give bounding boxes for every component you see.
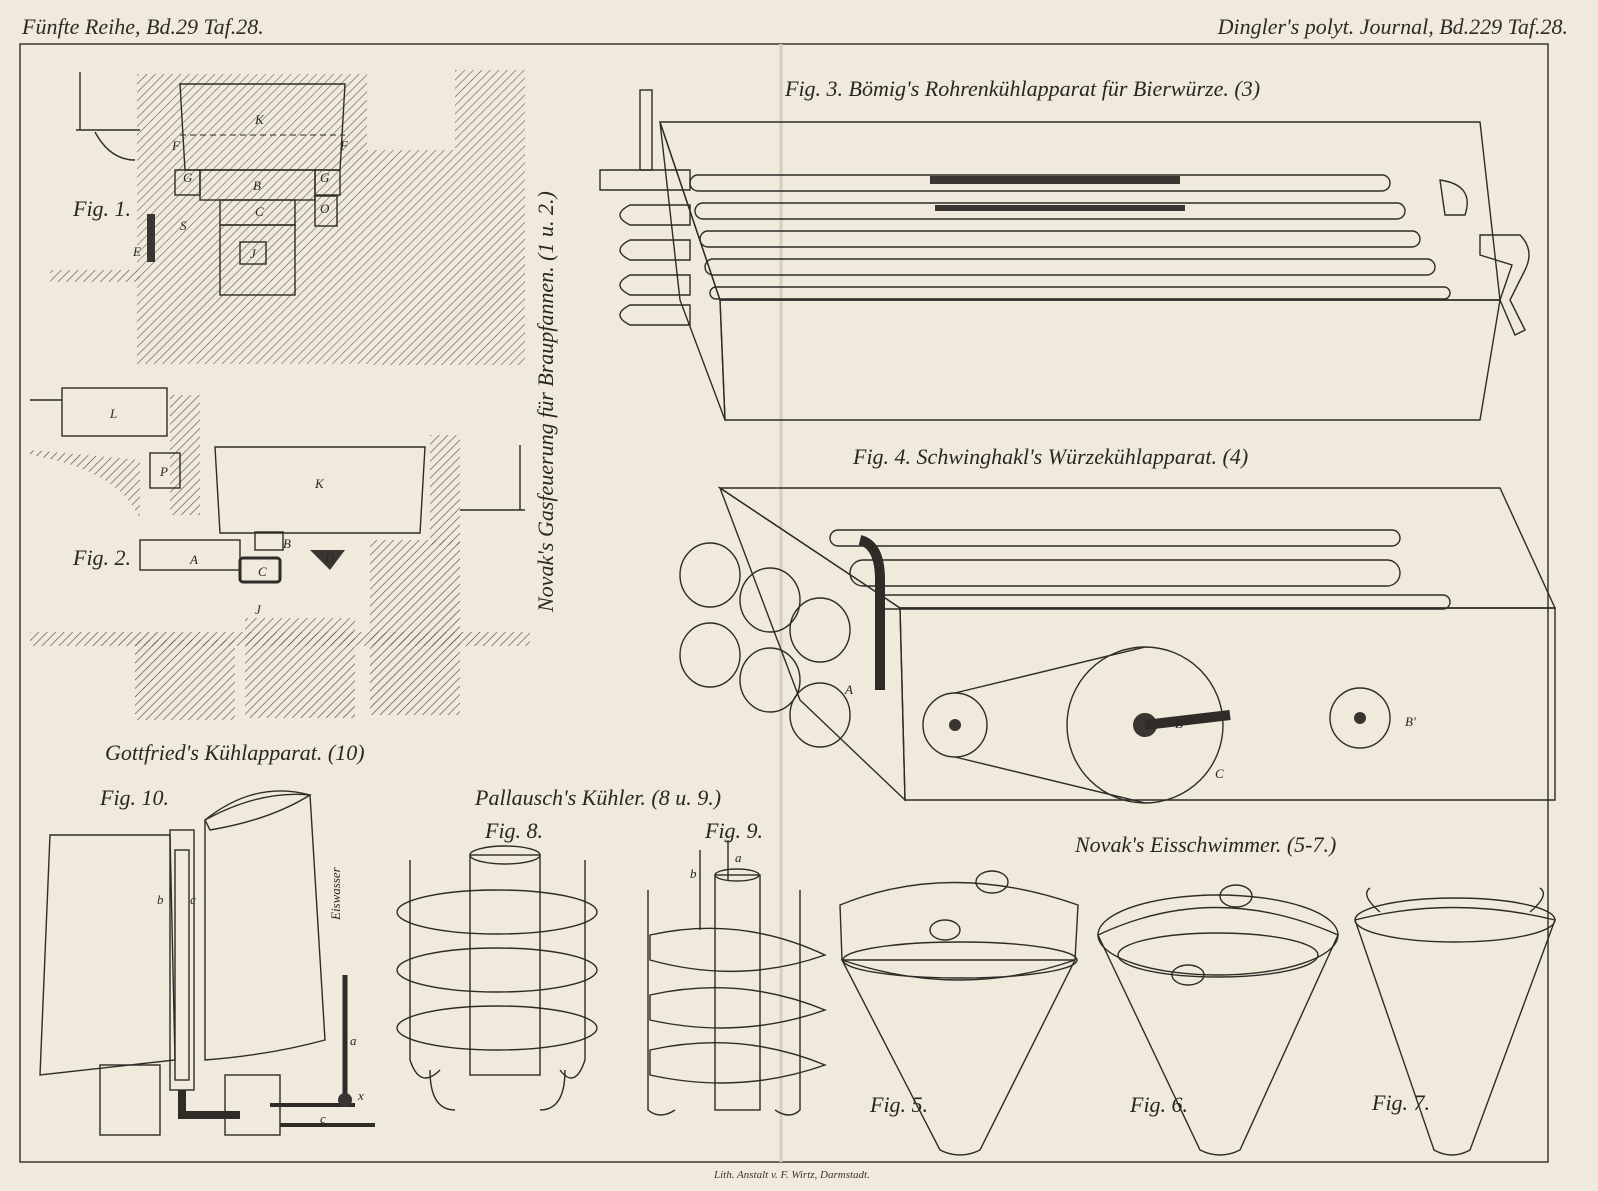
fig1-letter-E: E: [133, 244, 141, 259]
fig9-letter-a: a: [735, 850, 742, 865]
lithographer-imprint: Lith. Anstalt v. F. Wirtz, Darmstadt.: [714, 1169, 870, 1181]
fig4-letter-A: A: [845, 682, 853, 697]
caption-novak-gas: Novak's Gasfeuerung für Braupfannen. (1 u. 2.): [533, 191, 558, 612]
fig1-gas-furnace-section: [50, 70, 525, 365]
fig2-letter-L: L: [110, 406, 118, 421]
fig5-label: Fig. 5.: [870, 1092, 929, 1117]
fig10-letter-c: c: [190, 892, 196, 907]
header-right: Dingler's polyt. Journal, Bd.229 Taf.28.: [1217, 14, 1568, 39]
fig1-letter-B: B: [253, 178, 261, 193]
fig4-wort-cooler: [680, 444, 1555, 803]
fig8-pallausch-disc-cooler: [397, 818, 597, 1110]
fig1-letter-F: F: [172, 138, 180, 153]
fig10-letter-x: x: [358, 1088, 364, 1103]
fig10-letter-b: b: [157, 892, 164, 907]
fig1-letter-G2: G: [320, 170, 330, 185]
fig2-gas-furnace-section: [30, 388, 530, 720]
caption-novak-eis: Novak's Eisschwimmer. (5-7.): [1075, 832, 1337, 857]
fig1-letter-O: O: [320, 201, 330, 216]
fig3-tubes: [690, 175, 1450, 299]
fig4-cylinder-bank: [680, 543, 850, 747]
fig2-letter-J: J: [255, 602, 261, 617]
fig10-letter-a: a: [350, 1033, 357, 1048]
fig4-letter-C: C: [1215, 766, 1224, 781]
fig2-letter-C: C: [258, 564, 267, 579]
header-left: Fünfte Reihe, Bd.29 Taf.28.: [22, 14, 264, 39]
fig4-letter-B-prime: B': [1405, 714, 1416, 729]
fig1-letter-C: C: [255, 204, 264, 219]
fig2-label: Fig. 2.: [73, 545, 132, 570]
fig1-letter-S: S: [180, 218, 187, 233]
fig9-label: Fig. 9.: [705, 818, 764, 843]
fig6-ice-float: [1098, 885, 1338, 1155]
fig8-label: Fig. 8.: [485, 818, 544, 843]
fig10-label-eiswasser: Eiswasser: [328, 867, 343, 920]
fig10-letter-c2: c: [320, 1111, 326, 1126]
fig6-label: Fig. 6.: [1130, 1092, 1189, 1117]
fig2-letter-D: D: [325, 550, 335, 565]
fig5-ice-float: [840, 871, 1078, 1155]
fig7-label: Fig. 7.: [1372, 1090, 1431, 1115]
fig1-letter-J: J: [250, 246, 256, 261]
fig2-letter-B: B: [283, 536, 291, 551]
fig10-label: Fig. 10.: [100, 785, 170, 810]
fig1-label: Fig. 1.: [73, 196, 132, 221]
fig4-letter-B: B: [1175, 716, 1183, 731]
fig7-ice-float: [1355, 888, 1555, 1155]
fig9-pallausch-spiral-cooler: [648, 818, 825, 1115]
fig3-tube-cooler: [600, 76, 1529, 420]
fig1-letter-G: G: [183, 170, 193, 185]
fig9-letter-b: b: [690, 866, 697, 881]
fig1-letter-K: K: [255, 112, 264, 127]
fig2-letter-P: P: [160, 464, 168, 479]
caption-gottfried: Gottfried's Kühlapparat. (10): [105, 740, 365, 765]
caption-pallausch: Pallausch's Kühler. (8 u. 9.): [475, 785, 722, 810]
fig2-letter-A: A: [190, 552, 198, 567]
caption-fig4: Fig. 4. Schwinghakl's Würzekühlapparat. (4): [853, 444, 1249, 469]
fig10-gottfried-cooler: [40, 740, 375, 1135]
fig1-letter-F2: F: [340, 138, 348, 153]
caption-fig3: Fig. 3. Bömig's Rohrenkühlapparat für Bierwürze. (3): [785, 76, 1261, 101]
fig2-letter-K: K: [315, 476, 324, 491]
